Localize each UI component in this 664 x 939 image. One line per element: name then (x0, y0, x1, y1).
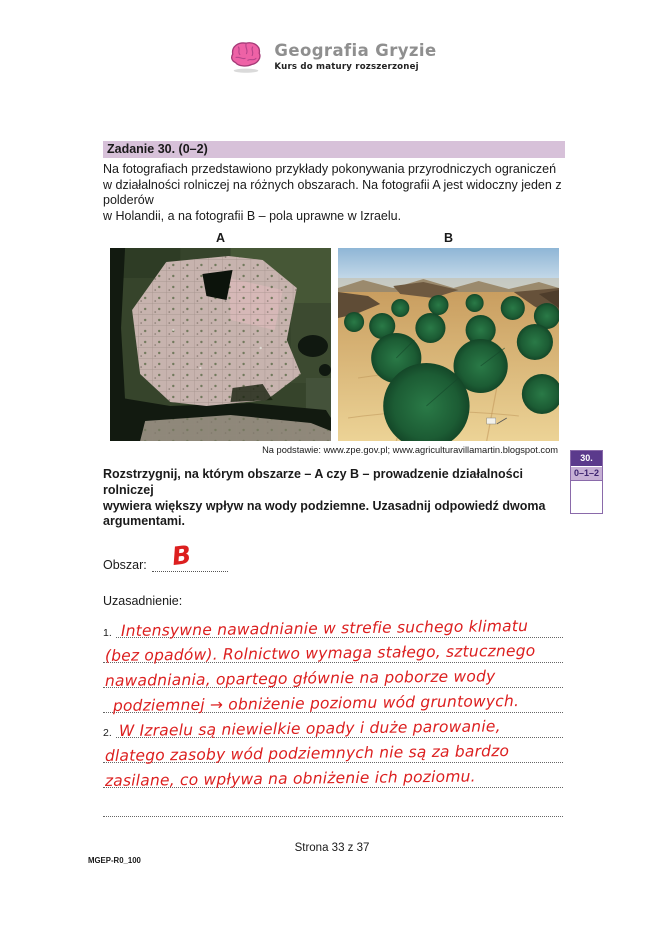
photo-b-label: B (443, 231, 454, 246)
photo-a-image (110, 248, 331, 441)
handwritten-text: (bez opadów). Rolnictwo wymaga stałego, sztucznego (104, 641, 536, 665)
handwritten-text: dlatego zasoby wód podziemnych nie są za bardzo (104, 741, 510, 765)
justification-lines (103, 616, 565, 820)
handwritten-text: Intensywne nawadnianie w strefie suchego klimatu (120, 616, 529, 640)
photos-row (110, 231, 565, 441)
answer-line (103, 616, 565, 641)
answer-line (103, 691, 565, 716)
photo-source: Na podstawie: www.zpe.gov.pl; www.agriculturavillamartin.blogspot.com (262, 445, 558, 456)
answer-line-empty (103, 795, 565, 820)
answer-line (103, 741, 565, 766)
handwritten-text: nawadniania, opartego głównie na poborze wody (104, 666, 496, 690)
area-answer-row (103, 539, 565, 572)
photo-a-figure (110, 231, 331, 441)
task-intro (103, 162, 565, 224)
handwritten-text: W Izraelu są niewielkie opady i duże parowanie, (118, 717, 501, 740)
answer-item-number: 1. (103, 626, 112, 639)
justification-label: Uzasadnienie: (103, 593, 183, 608)
answer-item-number: 2. (103, 726, 112, 739)
answer-line (103, 666, 565, 691)
intro-line: Na fotografiach przedstawiono przykłady pokonywania przyrodniczych ograniczeń (103, 162, 557, 176)
intro-line: w działalności rolniczej na różnych obszarach. Na fotografii A jest widoczny jeden z polderów (103, 177, 562, 208)
logo-text (274, 38, 436, 72)
logo-title: Geografia Gryzie (274, 41, 437, 60)
intro-line: w Holandii, a na fotografii B – pola uprawne w Izraelu. (103, 208, 402, 223)
document-code: MGEP-R0_100 (88, 856, 141, 865)
handwritten-text: podziemnej → obniżenie poziomu wód gruntowych. (112, 691, 520, 715)
photo-a-label: A (215, 231, 226, 246)
instruction-line: Rozstrzygnij, na którym obszarze – A czy B – prowadzenie działalności rolniczej (103, 467, 524, 497)
brain-icon (227, 38, 265, 74)
answer-line (103, 716, 565, 741)
dotted-line (103, 816, 563, 817)
answer-line (103, 766, 565, 791)
instruction-line: argumentami. (103, 514, 185, 529)
photo-b-image (338, 248, 559, 441)
score-box-empty (571, 480, 602, 513)
handwritten-text: zasilane, co wpływa na obniżenie ich poziomu. (104, 767, 476, 790)
instruction-line: wywiera większy wpływ na wody podziemne. Uzasadnij odpowiedź dwoma (103, 498, 546, 513)
task-instruction (103, 467, 558, 529)
score-box-number: 30. (571, 451, 602, 466)
area-dotted-line (152, 539, 228, 572)
handwritten-area-value: B (170, 539, 193, 571)
answer-line (103, 641, 565, 666)
score-box (570, 450, 603, 514)
photo-b-figure (338, 231, 559, 441)
score-box-points: 0–1–2 (571, 466, 602, 480)
logo-subtitle: Kurs do matury rozszerzonej (274, 62, 419, 72)
page-number: Strona 33 z 37 (294, 842, 370, 854)
task-content (103, 141, 565, 820)
area-label: Obszar: (103, 557, 147, 572)
task-header: Zadanie 30. (0–2) (103, 141, 565, 158)
logo (0, 38, 664, 74)
